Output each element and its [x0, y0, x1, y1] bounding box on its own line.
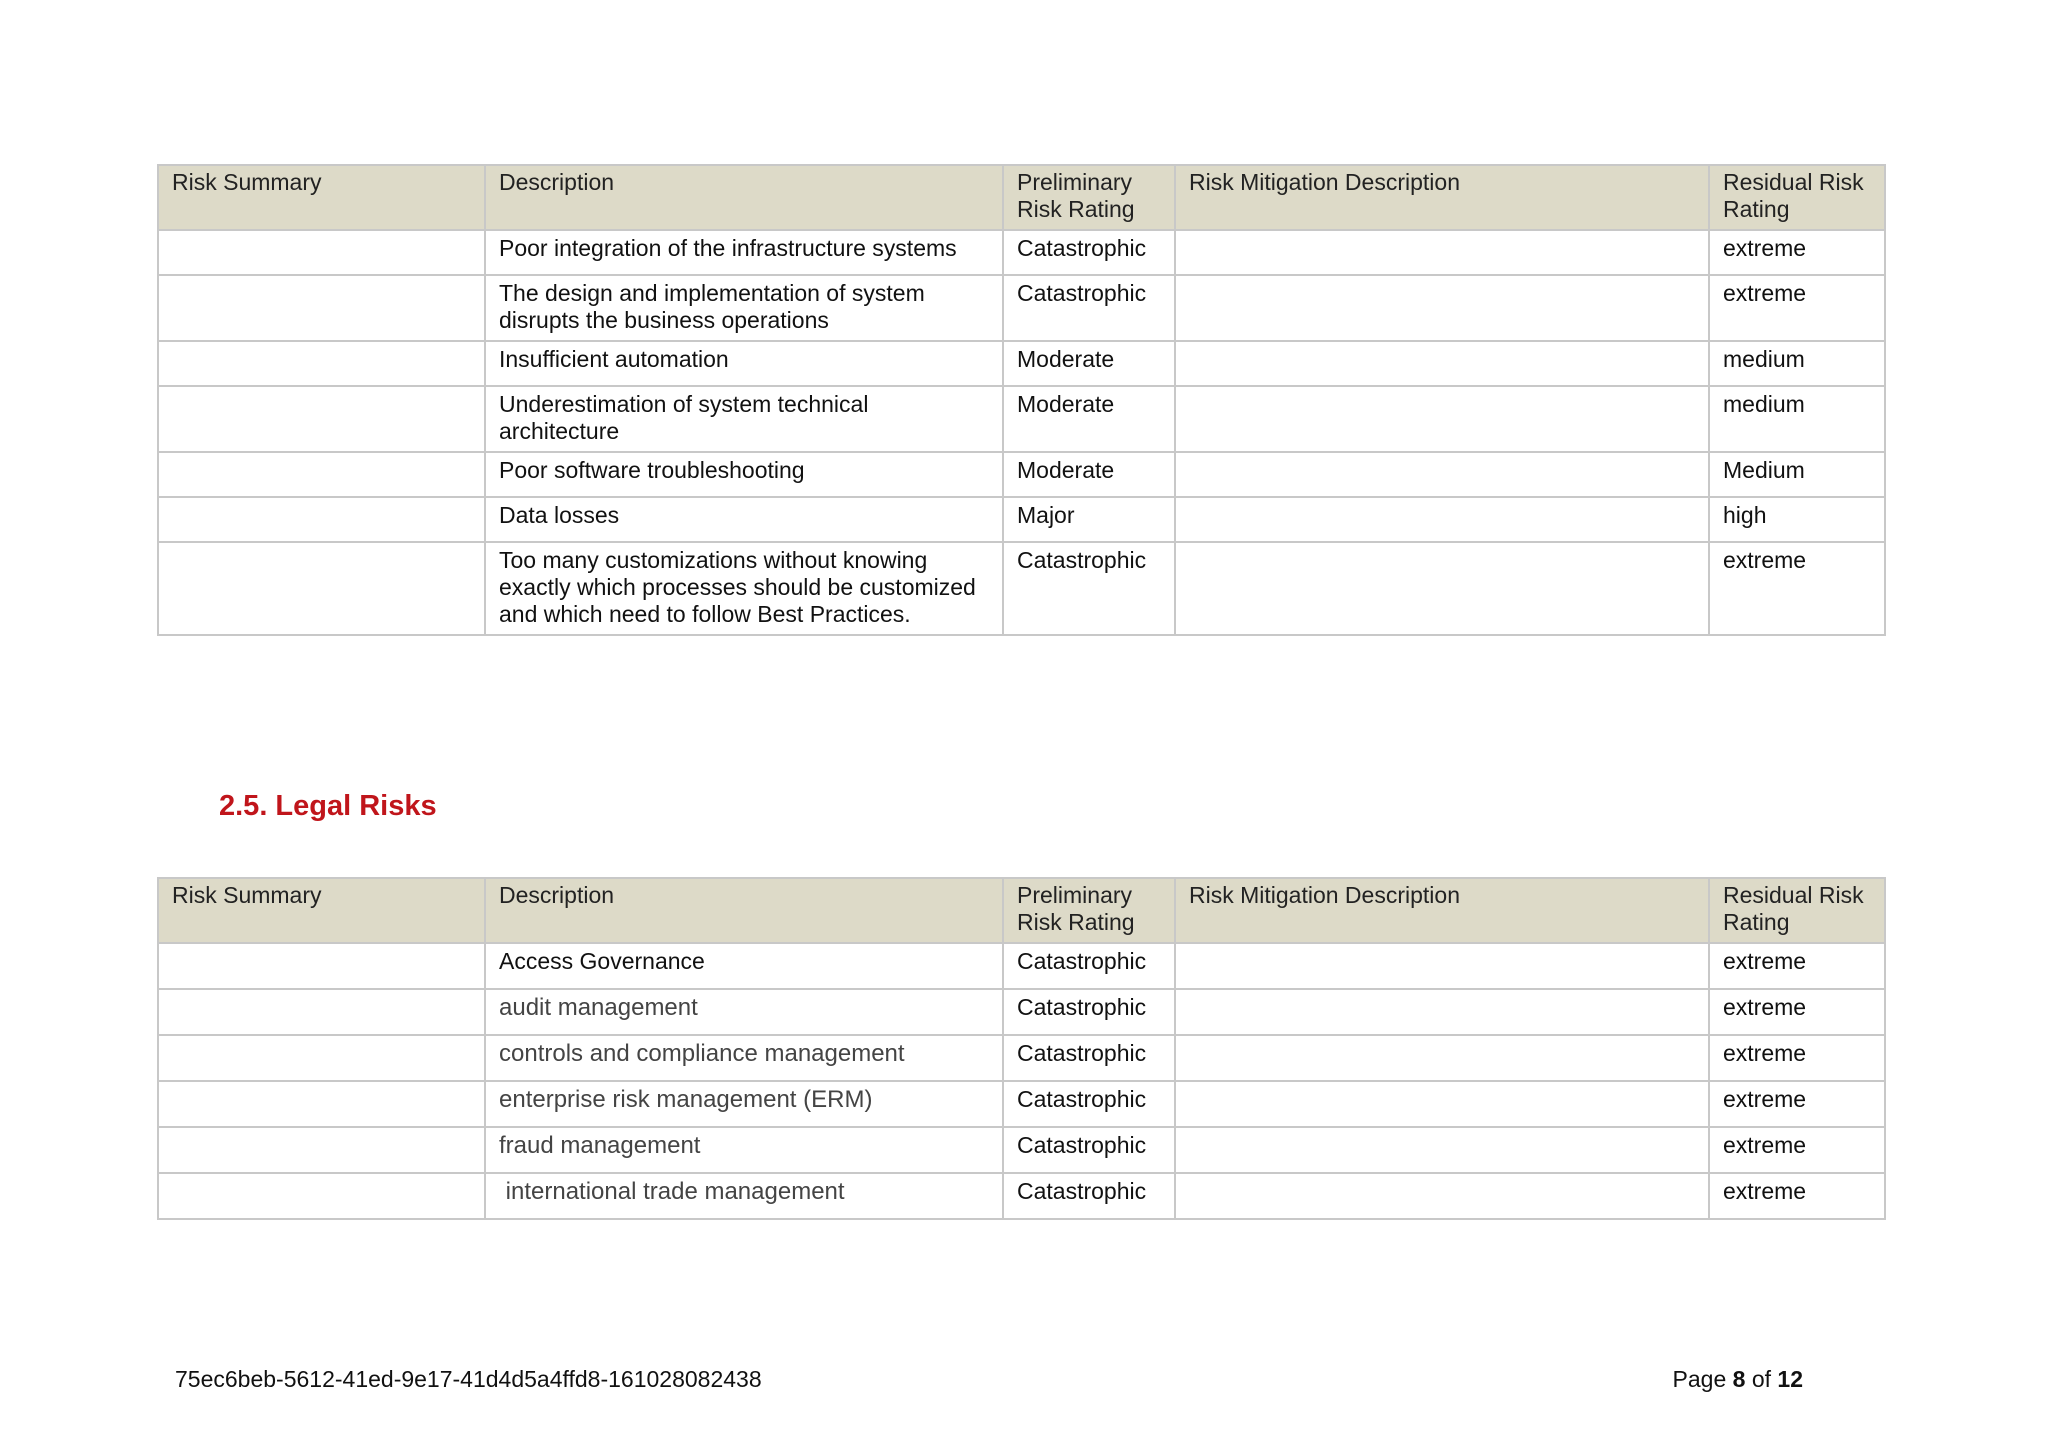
document-id: 75ec6beb-5612-41ed-9e17-41d4d5a4ffd8-161028082438 — [175, 1366, 762, 1392]
cell-residual-rating: extreme — [1709, 1173, 1885, 1219]
cell-description: audit management — [485, 989, 1003, 1035]
cell-risk-summary — [158, 1035, 485, 1081]
cell-residual-rating: extreme — [1709, 542, 1885, 635]
cell-preliminary-rating: Moderate — [1003, 452, 1175, 497]
cell-preliminary-rating: Catastrophic — [1003, 989, 1175, 1035]
total-pages-number: 12 — [1777, 1366, 1803, 1392]
table-row — [158, 542, 1885, 635]
cell-mitigation — [1175, 989, 1709, 1035]
cell-residual-rating: extreme — [1709, 1035, 1885, 1081]
cell-description: fraud management — [485, 1127, 1003, 1173]
cell-description: international trade management — [485, 1173, 1003, 1219]
cell-risk-summary — [158, 497, 485, 542]
header-risk-mitigation-description: Risk Mitigation Description — [1175, 878, 1709, 943]
cell-risk-summary — [158, 989, 485, 1035]
cell-description: Poor integration of the infrastructure systems — [485, 230, 1003, 275]
cell-description: controls and compliance management — [485, 1035, 1003, 1081]
cell-description: The design and implementation of system disrupts the business operations — [485, 275, 1003, 341]
table-row — [158, 943, 1885, 989]
section-heading-legal-risks: 2.5. Legal Risks — [219, 790, 437, 822]
header-risk-summary: Risk Summary — [158, 878, 485, 943]
cell-mitigation — [1175, 1173, 1709, 1219]
current-page-number: 8 — [1732, 1366, 1746, 1392]
cell-preliminary-rating: Catastrophic — [1003, 230, 1175, 275]
cell-preliminary-rating: Catastrophic — [1003, 943, 1175, 989]
header-preliminary-risk-rating: Preliminary Risk Rating — [1003, 165, 1175, 230]
cell-description: Underestimation of system technical architecture — [485, 386, 1003, 452]
cell-mitigation — [1175, 386, 1709, 452]
cell-mitigation — [1175, 1035, 1709, 1081]
header-risk-summary: Risk Summary — [158, 165, 485, 230]
cell-description: Poor software troubleshooting — [485, 452, 1003, 497]
of-word: of — [1751, 1366, 1772, 1392]
cell-description: Too many customizations without knowing exactly which processes should be customized and which need to follow Best Practices. — [485, 542, 1003, 635]
cell-preliminary-rating: Catastrophic — [1003, 1081, 1175, 1127]
table-row — [158, 497, 1885, 542]
table-header-row — [158, 878, 1885, 943]
cell-risk-summary — [158, 542, 485, 635]
table-row — [158, 230, 1885, 275]
cell-preliminary-rating: Catastrophic — [1003, 1173, 1175, 1219]
legal-risks-table — [157, 877, 1886, 1220]
header-preliminary-risk-rating: Preliminary Risk Rating — [1003, 878, 1175, 943]
cell-mitigation — [1175, 1081, 1709, 1127]
table-row — [158, 1035, 1885, 1081]
cell-mitigation — [1175, 230, 1709, 275]
cell-description: Data losses — [485, 497, 1003, 542]
cell-risk-summary — [158, 1173, 485, 1219]
cell-description: Access Governance — [485, 943, 1003, 989]
header-residual-risk-rating: Residual Risk Rating — [1709, 878, 1885, 943]
cell-preliminary-rating: Catastrophic — [1003, 542, 1175, 635]
cell-risk-summary — [158, 943, 485, 989]
cell-residual-rating: extreme — [1709, 230, 1885, 275]
cell-description: enterprise risk management (ERM) — [485, 1081, 1003, 1127]
cell-residual-rating: extreme — [1709, 275, 1885, 341]
cell-residual-rating: extreme — [1709, 1081, 1885, 1127]
page-word: Page — [1672, 1366, 1727, 1392]
table-row — [158, 1173, 1885, 1219]
page-number — [1673, 1366, 1803, 1393]
cell-mitigation — [1175, 943, 1709, 989]
cell-residual-rating: extreme — [1709, 1127, 1885, 1173]
cell-risk-summary — [158, 386, 485, 452]
cell-preliminary-rating: Moderate — [1003, 341, 1175, 386]
cell-mitigation — [1175, 275, 1709, 341]
cell-risk-summary — [158, 452, 485, 497]
header-description: Description — [485, 165, 1003, 230]
cell-risk-summary — [158, 1127, 485, 1173]
table-row — [158, 1127, 1885, 1173]
table-header-row — [158, 165, 1885, 230]
cell-mitigation — [1175, 542, 1709, 635]
table-row — [158, 452, 1885, 497]
cell-residual-rating: Medium — [1709, 452, 1885, 497]
header-description: Description — [485, 878, 1003, 943]
cell-residual-rating: medium — [1709, 341, 1885, 386]
technical-risks-table — [157, 164, 1886, 636]
header-residual-risk-rating: Residual Risk Rating — [1709, 165, 1885, 230]
cell-preliminary-rating: Catastrophic — [1003, 1127, 1175, 1173]
cell-preliminary-rating: Major — [1003, 497, 1175, 542]
cell-risk-summary — [158, 230, 485, 275]
cell-preliminary-rating: Moderate — [1003, 386, 1175, 452]
cell-residual-rating: extreme — [1709, 943, 1885, 989]
cell-risk-summary — [158, 275, 485, 341]
table-row — [158, 275, 1885, 341]
cell-risk-summary — [158, 1081, 485, 1127]
cell-mitigation — [1175, 452, 1709, 497]
header-risk-mitigation-description: Risk Mitigation Description — [1175, 165, 1709, 230]
cell-preliminary-rating: Catastrophic — [1003, 1035, 1175, 1081]
cell-mitigation — [1175, 1127, 1709, 1173]
cell-description: Insufficient automation — [485, 341, 1003, 386]
cell-residual-rating: extreme — [1709, 989, 1885, 1035]
table-row — [158, 386, 1885, 452]
cell-residual-rating: high — [1709, 497, 1885, 542]
cell-residual-rating: medium — [1709, 386, 1885, 452]
table-row — [158, 341, 1885, 386]
cell-preliminary-rating: Catastrophic — [1003, 275, 1175, 341]
cell-mitigation — [1175, 341, 1709, 386]
table-row — [158, 1081, 1885, 1127]
table-row — [158, 989, 1885, 1035]
cell-risk-summary — [158, 341, 485, 386]
cell-mitigation — [1175, 497, 1709, 542]
